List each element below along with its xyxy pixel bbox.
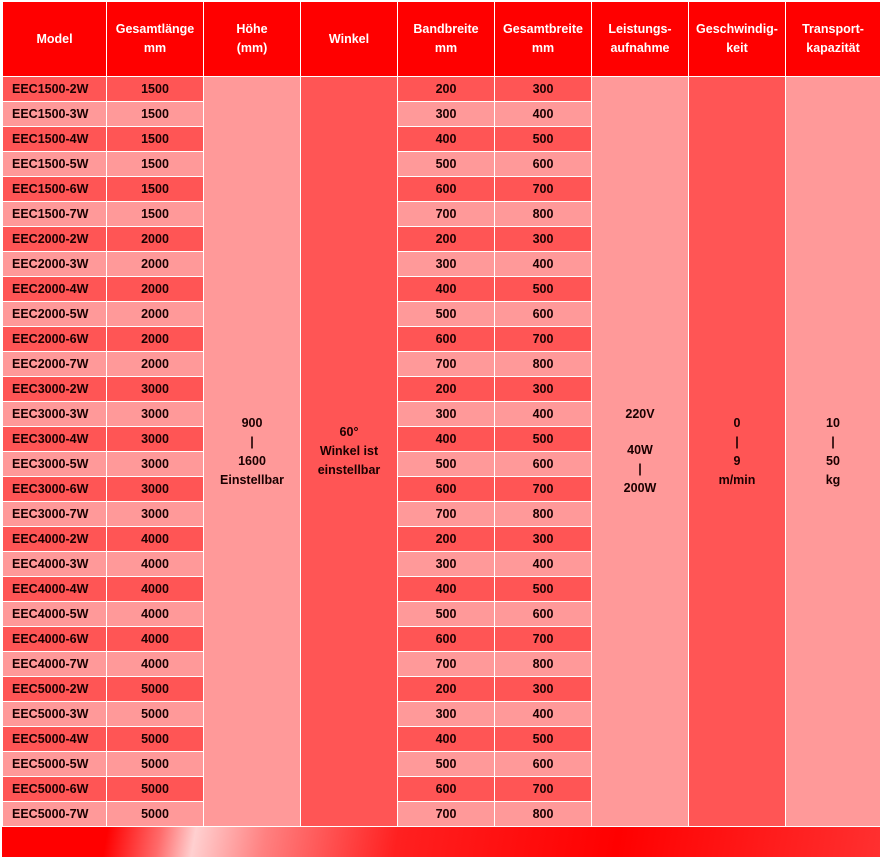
hoehe-cell-line: Einstellbar	[220, 472, 284, 487]
footer-bar	[2, 827, 880, 857]
length-cell: 3000	[107, 502, 204, 527]
length-cell: 1500	[107, 127, 204, 152]
geschwindigkeit-cell-line: 0	[733, 415, 741, 430]
model-cell: EEC5000-3W	[3, 702, 107, 727]
bandbreite-cell: 500	[398, 152, 495, 177]
gesamtbreite-cell: 700	[495, 777, 592, 802]
length-cell: 2000	[107, 277, 204, 302]
length-cell: 2000	[107, 302, 204, 327]
bandbreite-cell: 500	[398, 602, 495, 627]
bandbreite-cell: 700	[398, 652, 495, 677]
length-cell: 1500	[107, 102, 204, 127]
header-transportkapazitaet: Transport- kapazität	[786, 2, 881, 77]
gesamtbreite-cell: 300	[495, 677, 592, 702]
gesamtbreite-cell: 700	[495, 327, 592, 352]
model-cell: EEC2000-6W	[3, 327, 107, 352]
length-cell: 4000	[107, 652, 204, 677]
model-cell: EEC1500-4W	[3, 127, 107, 152]
kapazitaet-cell-line: kg	[825, 472, 841, 487]
hoehe-cell-line: 1600	[238, 453, 266, 468]
gesamtbreite-cell: 400	[495, 402, 592, 427]
model-cell: EEC5000-5W	[3, 752, 107, 777]
bandbreite-cell: 200	[398, 527, 495, 552]
model-cell: EEC5000-7W	[3, 802, 107, 827]
length-cell: 5000	[107, 752, 204, 777]
bandbreite-cell: 300	[398, 252, 495, 277]
header-leistungsaufnahme: Leistungs- aufnahme	[592, 2, 689, 77]
leistung-cell-line: |	[638, 462, 642, 476]
model-cell: EEC5000-2W	[3, 677, 107, 702]
model-cell: EEC3000-4W	[3, 427, 107, 452]
leistung-cell	[592, 77, 689, 827]
length-cell: 5000	[107, 677, 204, 702]
bandbreite-cell: 200	[398, 77, 495, 102]
gesamtbreite-cell: 500	[495, 577, 592, 602]
gesamtbreite-cell: 400	[495, 102, 592, 127]
header-hoehe: Höhe (mm)	[204, 2, 301, 77]
bandbreite-cell: 700	[398, 502, 495, 527]
length-cell: 5000	[107, 777, 204, 802]
length-cell: 1500	[107, 77, 204, 102]
length-cell: 1500	[107, 177, 204, 202]
gesamtbreite-cell: 700	[495, 177, 592, 202]
model-cell: EEC4000-2W	[3, 527, 107, 552]
hoehe-cell-line: |	[250, 434, 254, 449]
gesamtbreite-cell: 500	[495, 127, 592, 152]
bandbreite-cell: 600	[398, 177, 495, 202]
geschwindigkeit-cell-line: m/min	[718, 472, 756, 487]
hoehe-cell-line: 900	[241, 415, 263, 430]
bandbreite-cell: 200	[398, 227, 495, 252]
kapazitaet-cell	[786, 77, 881, 827]
winkel-cell-line: 60°	[339, 425, 359, 439]
gesamtbreite-cell: 700	[495, 477, 592, 502]
gesamtbreite-cell: 500	[495, 727, 592, 752]
bandbreite-cell: 500	[398, 302, 495, 327]
geschwindigkeit-cell-line: |	[735, 434, 739, 449]
bandbreite-cell: 400	[398, 727, 495, 752]
winkel-cell	[301, 77, 398, 827]
bandbreite-cell: 700	[398, 352, 495, 377]
model-cell: EEC2000-4W	[3, 277, 107, 302]
bandbreite-cell: 400	[398, 277, 495, 302]
bandbreite-cell: 600	[398, 477, 495, 502]
length-cell: 4000	[107, 602, 204, 627]
length-cell: 5000	[107, 802, 204, 827]
model-cell: EEC2000-7W	[3, 352, 107, 377]
length-cell: 4000	[107, 627, 204, 652]
model-cell: EEC1500-7W	[3, 202, 107, 227]
leistung-cell-line: 200W	[623, 481, 657, 495]
header-gesamtbreite: Gesamtbreite mm	[495, 2, 592, 77]
gesamtbreite-cell: 700	[495, 627, 592, 652]
model-cell: EEC3000-6W	[3, 477, 107, 502]
gesamtbreite-cell: 400	[495, 252, 592, 277]
header-gesamtlaenge: Gesamtlänge mm	[107, 2, 204, 77]
gesamtbreite-cell: 800	[495, 202, 592, 227]
model-cell: EEC1500-5W	[3, 152, 107, 177]
table-body	[3, 77, 881, 827]
bandbreite-cell: 700	[398, 802, 495, 827]
bandbreite-cell: 600	[398, 327, 495, 352]
leistung-cell-line	[592, 424, 688, 441]
header-winkel: Winkel	[301, 2, 398, 77]
kapazitaet-cell-line: 10	[826, 415, 840, 430]
model-cell: EEC3000-3W	[3, 402, 107, 427]
model-cell: EEC1500-2W	[3, 77, 107, 102]
gesamtbreite-cell: 800	[495, 352, 592, 377]
model-cell: EEC4000-5W	[3, 602, 107, 627]
gesamtbreite-cell: 300	[495, 377, 592, 402]
gesamtbreite-cell: 600	[495, 302, 592, 327]
bandbreite-cell: 600	[398, 627, 495, 652]
bandbreite-cell: 400	[398, 577, 495, 602]
table-row	[3, 77, 881, 102]
length-cell: 1500	[107, 202, 204, 227]
gesamtbreite-cell: 600	[495, 602, 592, 627]
model-cell: EEC4000-7W	[3, 652, 107, 677]
length-cell: 5000	[107, 702, 204, 727]
gesamtbreite-cell: 800	[495, 802, 592, 827]
bandbreite-cell: 400	[398, 427, 495, 452]
length-cell: 3000	[107, 477, 204, 502]
bandbreite-cell: 500	[398, 752, 495, 777]
model-cell: EEC3000-7W	[3, 502, 107, 527]
geschwindigkeit-cell	[689, 77, 786, 827]
model-cell: EEC4000-6W	[3, 627, 107, 652]
gesamtbreite-cell: 600	[495, 452, 592, 477]
bandbreite-cell: 200	[398, 377, 495, 402]
length-cell: 2000	[107, 252, 204, 277]
length-cell: 3000	[107, 427, 204, 452]
length-cell: 3000	[107, 377, 204, 402]
length-cell: 3000	[107, 452, 204, 477]
header-model: Model	[3, 2, 107, 77]
length-cell: 5000	[107, 727, 204, 752]
bandbreite-cell: 500	[398, 452, 495, 477]
winkel-cell-line: Winkel ist	[319, 444, 379, 458]
length-cell: 2000	[107, 352, 204, 377]
model-cell: EEC4000-4W	[3, 577, 107, 602]
gesamtbreite-cell: 800	[495, 502, 592, 527]
model-cell: EEC2000-3W	[3, 252, 107, 277]
header-geschwindigkeit: Geschwindig- keit	[689, 2, 786, 77]
length-cell: 4000	[107, 577, 204, 602]
length-cell: 2000	[107, 227, 204, 252]
model-cell: EEC3000-5W	[3, 452, 107, 477]
bandbreite-cell: 600	[398, 777, 495, 802]
bandbreite-cell: 300	[398, 552, 495, 577]
gesamtbreite-cell: 600	[495, 752, 592, 777]
gesamtbreite-cell: 500	[495, 427, 592, 452]
header-bandbreite: Bandbreite mm	[398, 2, 495, 77]
model-cell: EEC1500-3W	[3, 102, 107, 127]
hoehe-cell	[204, 77, 301, 827]
length-cell: 3000	[107, 402, 204, 427]
model-cell: EEC2000-5W	[3, 302, 107, 327]
geschwindigkeit-cell-line: 9	[733, 453, 741, 468]
bandbreite-cell: 300	[398, 402, 495, 427]
bandbreite-cell: 300	[398, 102, 495, 127]
bandbreite-cell: 200	[398, 677, 495, 702]
kapazitaet-cell-line: |	[831, 434, 835, 449]
gesamtbreite-cell: 300	[495, 527, 592, 552]
length-cell: 1500	[107, 152, 204, 177]
gesamtbreite-cell: 400	[495, 702, 592, 727]
model-cell: EEC2000-2W	[3, 227, 107, 252]
model-cell: EEC1500-6W	[3, 177, 107, 202]
gesamtbreite-cell: 300	[495, 77, 592, 102]
length-cell: 2000	[107, 327, 204, 352]
kapazitaet-cell-line: 50	[826, 453, 840, 468]
model-cell: EEC5000-6W	[3, 777, 107, 802]
leistung-cell-line: 40W	[627, 443, 653, 457]
model-cell: EEC3000-2W	[3, 377, 107, 402]
gesamtbreite-cell: 600	[495, 152, 592, 177]
model-cell: EEC4000-3W	[3, 552, 107, 577]
header-row	[3, 2, 881, 77]
bandbreite-cell: 700	[398, 202, 495, 227]
gesamtbreite-cell: 500	[495, 277, 592, 302]
length-cell: 4000	[107, 552, 204, 577]
spec-table	[2, 1, 881, 827]
bandbreite-cell: 300	[398, 702, 495, 727]
gesamtbreite-cell: 400	[495, 552, 592, 577]
bandbreite-cell: 400	[398, 127, 495, 152]
length-cell: 4000	[107, 527, 204, 552]
model-cell: EEC5000-4W	[3, 727, 107, 752]
gesamtbreite-cell: 800	[495, 652, 592, 677]
leistung-cell-line: 220V	[625, 407, 655, 421]
winkel-cell-line: einstellbar	[317, 463, 381, 477]
gesamtbreite-cell: 300	[495, 227, 592, 252]
